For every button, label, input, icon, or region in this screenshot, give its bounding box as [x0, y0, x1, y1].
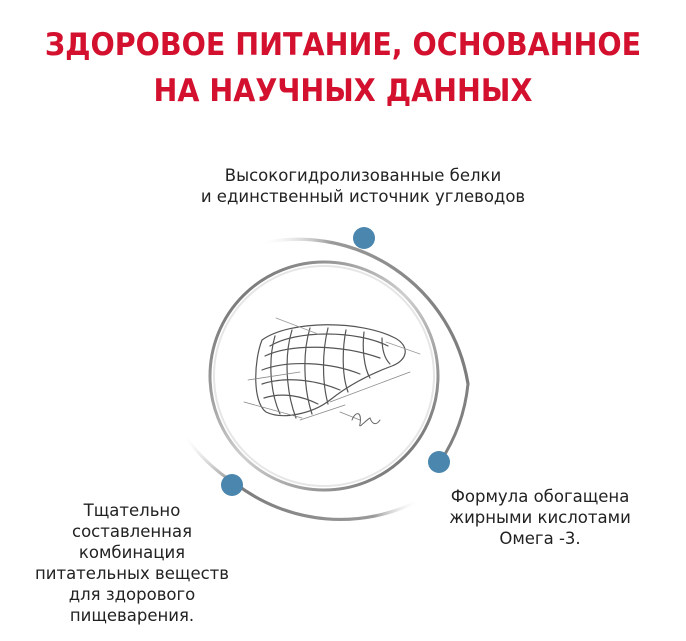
digestive-sketch-icon — [244, 318, 420, 426]
benefit-top-line-2: и единственный источник углеводов — [200, 187, 526, 206]
outer-ring-right-arc — [440, 384, 468, 462]
benefit-top-line-1: Высокогидролизованные белки — [224, 166, 502, 185]
marker-right-dot-icon — [428, 451, 450, 473]
marker-top-dot-icon — [353, 227, 375, 249]
benefit-right-line-2: жирными кислотами — [449, 508, 631, 527]
title-line-1: ЗДОРОВОЕ ПИТАНИЕ, ОСНОВАННОЕ — [44, 27, 642, 63]
benefit-left-line-3: комбинация — [78, 543, 186, 562]
marker-left-dot-icon — [221, 474, 243, 496]
title-line-2: НА НАУЧНЫХ ДАННЫХ — [153, 73, 533, 109]
benefit-left-line-4: питательных веществ — [34, 564, 230, 583]
benefit-right-line-3: Омега -3. — [499, 529, 581, 548]
benefit-left-line-2: составленная — [72, 522, 192, 541]
benefit-left-line-6: пищеварения. — [69, 606, 195, 625]
benefit-right-line-1: Формула обогащена — [450, 487, 630, 506]
benefit-left-line-5: для здорового — [68, 585, 196, 604]
benefit-left-line-1: Тщательно — [83, 501, 181, 520]
